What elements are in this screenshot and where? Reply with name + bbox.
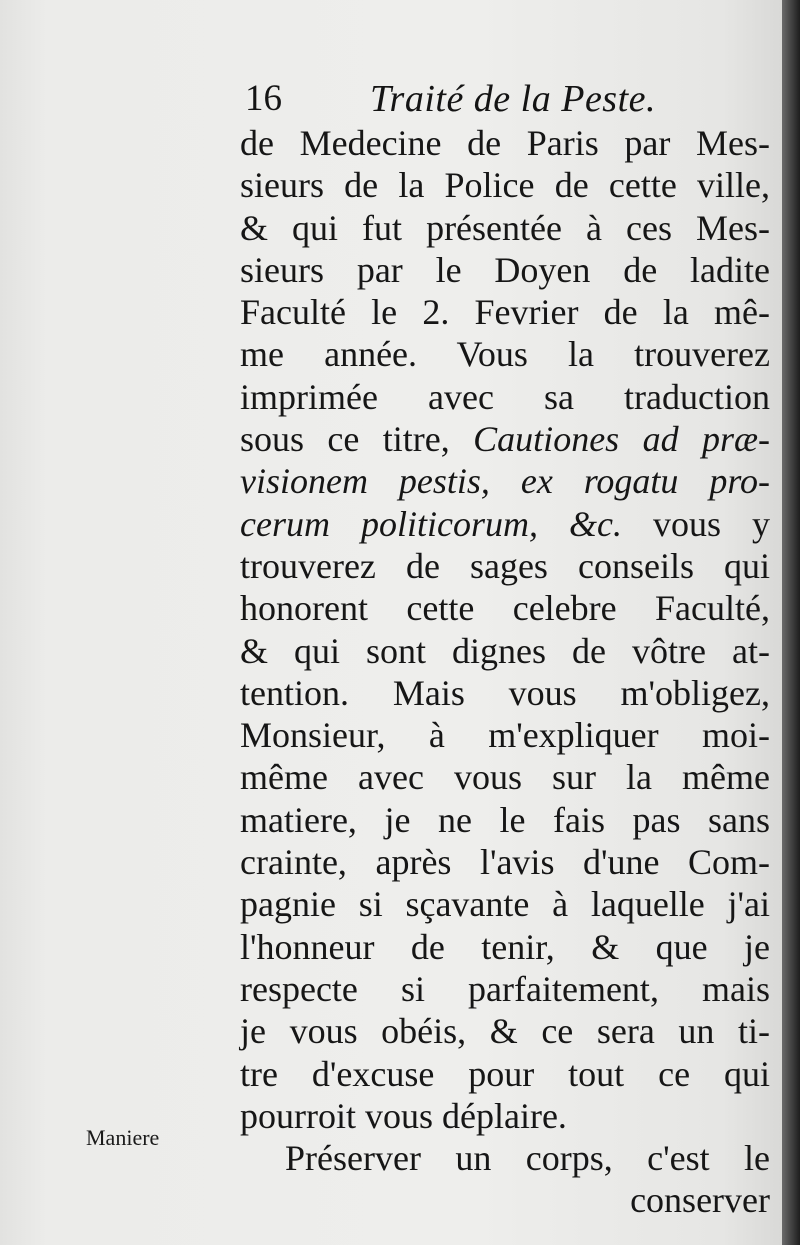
text-line: imprimée avec sa traduction [240,376,770,417]
text-line: Faculté le 2. Fevrier de la mê- [240,292,770,333]
italic-title-segment: Cautiones ad præ- [473,419,770,460]
text-line: matiere, je ne le fais pas sans [240,799,770,840]
catchword: conserver [630,1180,770,1221]
text-line: & qui fut présentée à ces Mes- [240,207,770,248]
text-line: crainte, après l'avis d'une Com- [240,842,770,883]
text-line-mixed [240,503,770,545]
text-segment: sous ce titre, [240,419,450,460]
running-title: Traité de la Peste. [370,78,657,120]
text-line: sieurs de la Police de cette ville, [240,165,770,206]
text-line: Monsieur, à m'expliquer moi- [240,715,770,756]
text-line: de Medecine de Paris par Mes- [240,123,770,163]
text-line: sieurs par le Doyen de ladite [240,249,770,290]
text-line: Préserver un corps, c'est le [285,1138,770,1179]
text-line: pagnie si sçavante à laquelle j'ai [240,884,770,925]
italic-title-line: visionem pestis, ex rogatu pro- [240,461,770,502]
text-line: je vous obéis, & ce sera un ti- [240,1011,770,1052]
page-number: 16 [245,78,282,119]
text-line: trouverez de sages conseils qui [240,545,770,586]
text-segment: vous y [652,503,771,544]
text-line: même avec vous sur la même [240,757,770,798]
text-line: me année. Vous la trouverez [240,334,770,375]
text-line: honorent cette celebre Faculté, [240,588,770,629]
margin-note: Maniere [86,1125,160,1150]
italic-title-segment: cerum politicorum, &c. [240,503,622,544]
text-line: pourroit vous déplaire. [240,1095,567,1136]
text-line: respecte si parfaitement, mais [240,968,770,1009]
gutter-shadow [782,0,800,1245]
text-line: tre d'excuse pour tout ce qui [240,1053,770,1094]
body-text [240,122,770,1222]
text-line: & qui sont dignes de vôtre at- [240,630,770,671]
page-header [245,74,765,124]
text-line-mixed [240,418,770,460]
text-line: tention. Mais vous m'obligez, [240,672,770,713]
text-line: l'honneur de tenir, & que je [240,926,770,967]
